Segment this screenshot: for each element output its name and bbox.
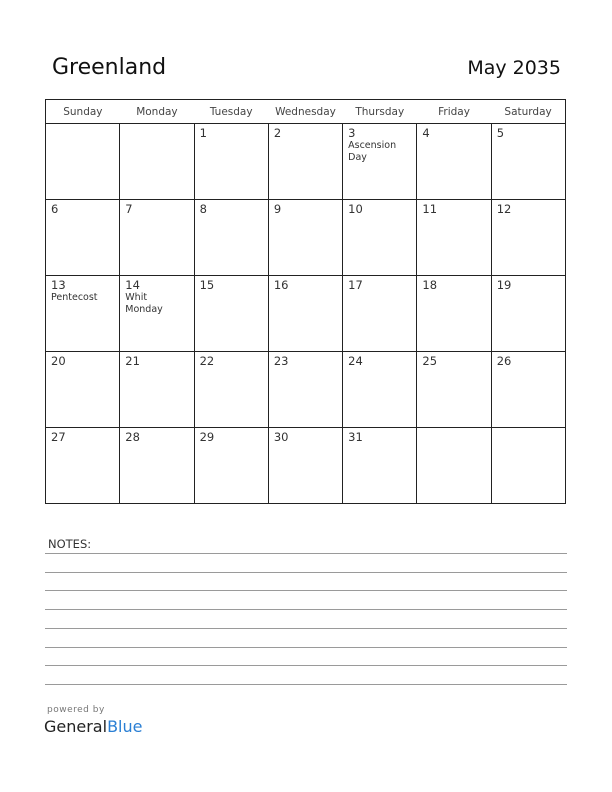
- day-cell: [194, 200, 268, 276]
- day-cell: [417, 200, 491, 276]
- day-number: 13: [51, 278, 66, 292]
- week-row-4: [46, 352, 566, 428]
- day-number: 20: [51, 354, 66, 368]
- day-number: 2: [273, 126, 282, 140]
- day-number: 28: [125, 430, 140, 444]
- day-cell: [46, 200, 120, 276]
- day-number: 24: [348, 354, 363, 368]
- weekday-friday: Friday: [417, 100, 491, 124]
- weekday-thursday: Thursday: [343, 100, 417, 124]
- day-number: 12: [496, 202, 512, 216]
- day-cell: [194, 276, 268, 352]
- day-number: 19: [496, 278, 512, 292]
- day-number: 26: [496, 354, 512, 368]
- day-cell: [120, 352, 194, 428]
- note-line: [45, 553, 567, 554]
- day-cell: [343, 276, 417, 352]
- day-cell: [343, 352, 417, 428]
- day-cell: [343, 428, 417, 504]
- day-cell: [491, 428, 565, 504]
- day-cell: [417, 428, 491, 504]
- note-line: [45, 665, 567, 666]
- weekday-tuesday: Tuesday: [194, 100, 268, 124]
- day-number: 23: [273, 354, 289, 368]
- weekday-header-row: [46, 100, 566, 124]
- day-cell: [120, 200, 194, 276]
- holiday-label: Pentecost: [51, 292, 98, 303]
- brand-logo: [44, 717, 142, 736]
- day-cell: [194, 428, 268, 504]
- day-cell: [46, 428, 120, 504]
- day-number: 14: [125, 278, 140, 292]
- note-line: [45, 647, 567, 648]
- day-number: 25: [422, 354, 438, 368]
- day-cell: [268, 124, 342, 200]
- notes-label: NOTES:: [48, 537, 92, 551]
- day-number: 1: [199, 126, 207, 140]
- day-number: 5: [496, 126, 505, 140]
- day-number: 4: [422, 126, 430, 140]
- day-number: 30: [273, 430, 289, 444]
- day-number: 31: [348, 430, 363, 444]
- day-cell: [120, 124, 194, 200]
- day-cell: [46, 352, 120, 428]
- week-row-2: [46, 200, 566, 276]
- day-number: 7: [125, 202, 133, 216]
- day-cell: [417, 276, 491, 352]
- day-number: 29: [199, 430, 215, 444]
- day-number: 11: [422, 202, 438, 216]
- day-number: 18: [422, 278, 438, 292]
- brand-logo-blue: Blue: [107, 717, 143, 736]
- weekday-monday: Monday: [120, 100, 194, 124]
- week-row-5: [46, 428, 566, 504]
- note-line: [45, 628, 567, 629]
- day-number: 9: [273, 202, 282, 216]
- week-row-3: [46, 276, 566, 352]
- day-number: 17: [348, 278, 363, 292]
- day-cell: [46, 124, 120, 200]
- day-cell: [417, 124, 491, 200]
- day-cell: [268, 428, 342, 504]
- day-cell: [268, 276, 342, 352]
- day-number: 10: [348, 202, 363, 216]
- day-cell: [491, 200, 565, 276]
- note-line: [45, 590, 567, 591]
- weekday-wednesday: Wednesday: [268, 100, 342, 124]
- country-title: Greenland: [52, 55, 167, 80]
- day-number: 8: [199, 202, 207, 216]
- holiday-label: Ascension Day: [348, 140, 397, 163]
- day-cell: [268, 352, 342, 428]
- day-cell: [491, 124, 565, 200]
- note-line: [45, 684, 567, 685]
- day-cell: [343, 124, 417, 200]
- day-cell: [491, 352, 565, 428]
- day-number: 3: [348, 126, 356, 140]
- week-row-1: [46, 124, 566, 200]
- weekday-saturday: Saturday: [491, 100, 565, 124]
- brand-logo-general: General: [44, 717, 108, 736]
- day-cell: [417, 352, 491, 428]
- day-number: 21: [125, 354, 140, 368]
- holiday-label: Whit Monday: [125, 292, 163, 315]
- day-cell: [194, 352, 268, 428]
- day-number: 15: [199, 278, 215, 292]
- day-cell: [120, 276, 194, 352]
- note-line: [45, 572, 567, 573]
- powered-by-text: powered by: [47, 705, 105, 715]
- day-number: 6: [51, 202, 59, 216]
- weekday-sunday: Sunday: [46, 100, 120, 124]
- day-cell: [268, 200, 342, 276]
- day-number: 22: [199, 354, 215, 368]
- day-cell: [491, 276, 565, 352]
- day-number: 27: [51, 430, 66, 444]
- day-cell: [46, 276, 120, 352]
- day-cell: [343, 200, 417, 276]
- month-title: May 2035: [467, 57, 561, 79]
- calendar-grid: [45, 99, 566, 504]
- note-line: [45, 609, 567, 610]
- day-cell: [120, 428, 194, 504]
- day-number: 16: [273, 278, 289, 292]
- day-cell: [194, 124, 268, 200]
